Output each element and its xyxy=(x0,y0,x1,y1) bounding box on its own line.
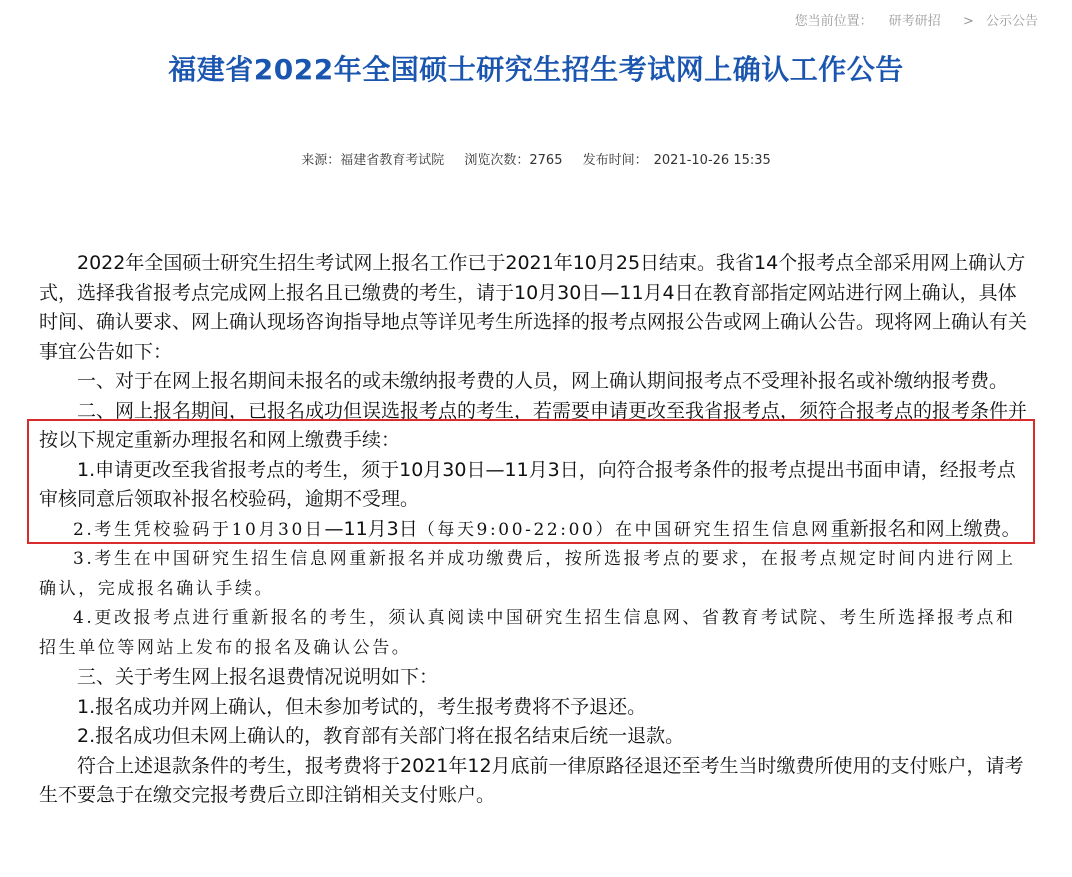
item-2-2-part-d: 重新报名和网上缴费。 xyxy=(830,517,1021,540)
paragraph-section-2: 二、网上报名期间，已报名成功但误选报考点的考生，若需要申请更改至我省报考点，须符合报考点的报考条件并按以下规定重新办理报名和网上缴费手续： xyxy=(39,399,1028,451)
date-label: 发布时间： xyxy=(582,153,648,168)
views-label: 浏览次数： xyxy=(464,153,530,168)
item-2-2-part-b: —11月3日 xyxy=(324,517,418,540)
item-2-2-part-c: （每天9:00-22:00）在中国研究生招生信息网 xyxy=(417,519,831,540)
breadcrumb xyxy=(795,10,1038,29)
breadcrumb-label: 您当前位置： xyxy=(794,14,873,29)
paragraph-section-1: 一、对于在网上报名期间未报名的或未缴纳报考费的人员，网上确认期间报考点不受理补报名或补缴纳报考费。 xyxy=(77,370,1009,392)
paragraph-item-2-2 xyxy=(39,515,1031,546)
source-value: 福建省教育考试院 xyxy=(340,153,445,168)
article-meta xyxy=(0,149,1072,168)
source-label: 来源： xyxy=(301,153,341,168)
article-body xyxy=(39,249,1031,811)
breadcrumb-separator: > xyxy=(962,14,974,29)
paragraph-intro: 2022年全国硕士研究生招生考试网上报名工作已于2021年10月25日结束。我省14个报考点全部采用网上确认方式，选择我省报考点完成网上报名且已缴费的考生，请于10月30日—11月4日在教育部指定网站进行网上确认，具体时间、确认要求、网上确认现场咨询指导地点等详见考生所选择的报考点网报公告或网上确认公告。现将网上确认有关事宜公告如下： xyxy=(39,252,1028,363)
page-title: 福建省2022年全国硕士研究生招生考试网上确认工作公告 xyxy=(168,53,904,86)
paragraph-item-2-3: 3.考生在中国研究生招生信息网重新报名并成功缴费后，按所选报考点的要求，在报考点规定时间内进行网上确认，完成报名确认手续。 xyxy=(39,549,1016,599)
breadcrumb-link-announcements[interactable]: 公示公告 xyxy=(985,14,1038,29)
breadcrumb-link-research[interactable]: 研考研招 xyxy=(888,14,941,29)
paragraph-item-2-4: 4.更改报考点进行重新报名的考生，须认真阅读中国研究生招生信息网、省教育考试院、考生所选择报考点和招生单位等网站上发布的报名及确认公告。 xyxy=(39,608,1016,658)
paragraph-item-3-1: 1.报名成功并网上确认，但未参加考试的，考生报考费将不予退还。 xyxy=(77,695,647,718)
paragraph-item-3-2: 2.报名成功但未网上确认的，教育部有关部门将在报名结束后统一退款。 xyxy=(77,725,685,747)
paragraph-item-2-1: 1.申请更改至我省报考点的考生，须于10月30日—11月3日，向符合报考条件的报考点提出书面申请，经报考点审核同意后领取补报名校验码，逾期不受理。 xyxy=(39,458,1016,510)
paragraph-section-3: 三、关于考生网上报名退费情况说明如下： xyxy=(77,666,439,688)
paragraph-refund-note: 符合上述退款条件的考生，报考费将于2021年12月底前一律原路径退还至考生当时缴费所使用的支付账户，请考生不要急于在缴交完报考费后立即注销相关支付账户。 xyxy=(39,754,1024,806)
date-value: 2021-10-26 15:35 xyxy=(653,153,771,168)
views-value: 2765 xyxy=(529,153,563,168)
item-2-2-part-a: 2.考生凭校验码于10月30日 xyxy=(73,519,325,540)
